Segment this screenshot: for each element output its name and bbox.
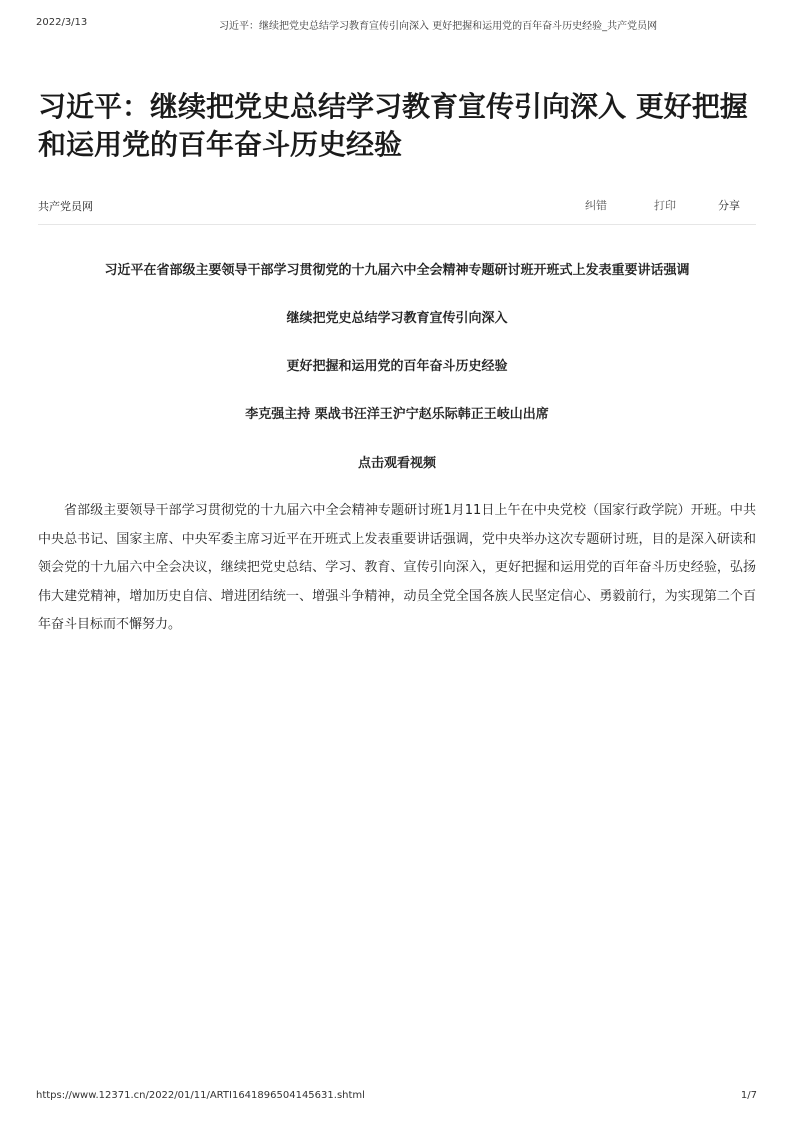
subhead-3: 更好把握和运用党的百年奋斗历史经验 bbox=[286, 359, 508, 374]
subhead-4: 李克强主持 栗战书汪洋王沪宁赵乐际韩正王岐山出席 bbox=[245, 407, 549, 422]
print-footer bbox=[36, 1090, 757, 1104]
article-headline: 习近平：继续把党史总结学习教育宣传引向深入 更好把握和运用党的百年奋斗历史经验 bbox=[38, 90, 748, 161]
watch-video-link[interactable]: 点击观看视频 bbox=[357, 456, 436, 471]
print-doc-title: 习近平：继续把党史总结学习教育宣传引向深入 更好把握和运用党的百年奋斗历史经验_共产党员网 bbox=[219, 21, 658, 32]
page-number: 1/7 bbox=[740, 1090, 757, 1101]
article-meta-bar bbox=[38, 192, 756, 225]
print-header bbox=[36, 17, 757, 31]
share-button[interactable]: 分享 bbox=[718, 199, 740, 212]
subhead-1: 习近平在省部级主要领导干部学习贯彻党的十九届六中全会精神专题研讨班开班式上发表重要讲话强调 bbox=[104, 263, 690, 278]
article-paragraph: 省部级主要领导干部学习贯彻党的十九届六中全会精神专题研讨班1月11日上午在中央党校（国家行政学院）开班。中共中央总书记、国家主席、中央军委主席习近平在开班式上发表重要讲话强调，党中央举办这次专题研讨班，目的是深入研读和领会党的十九届六中全会决议，继续把党史总结、学习、教育、宣传引向深入，更好把握和运用党的百年奋斗历史经验，弘扬伟大建党精神，增加历史自信、增进团结统一、增强斗争精神，动员全党全国各族人民坚定信心、勇毅前行，为实现第二个百年奋斗目标而不懈努力。 bbox=[38, 503, 756, 632]
print-button[interactable]: 打印 bbox=[654, 199, 676, 212]
print-url: https://www.12371.cn/2022/01/11/ARTI1641896504145631.shtml bbox=[36, 1090, 365, 1101]
correct-button[interactable]: 纠错 bbox=[585, 199, 607, 212]
subhead-2: 继续把党史总结学习教育宣传引向深入 bbox=[286, 311, 508, 326]
article-source[interactable]: 共产党员网 bbox=[38, 200, 93, 213]
article bbox=[38, 88, 756, 653]
print-date: 2022/3/13 bbox=[36, 17, 88, 28]
